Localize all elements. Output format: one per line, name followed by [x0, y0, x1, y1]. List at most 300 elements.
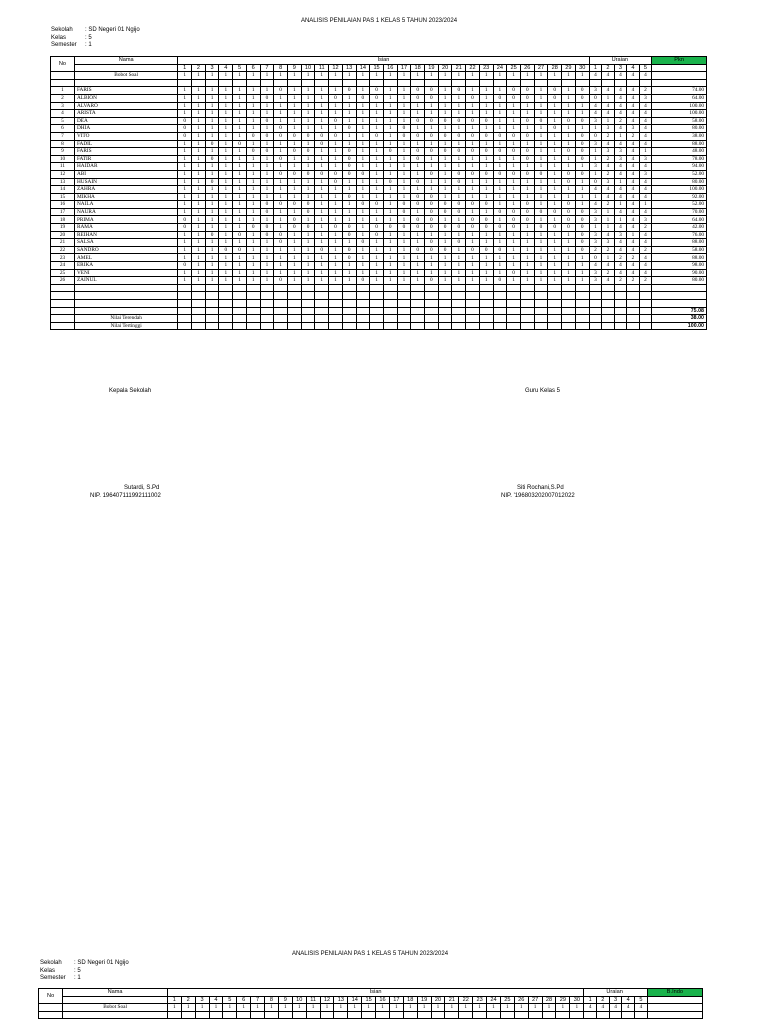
isian-answer: 1: [329, 239, 343, 247]
blank-cell: [627, 300, 640, 308]
uraian-score: 3: [614, 155, 627, 163]
isian-answer: 0: [315, 170, 329, 178]
isian-answer: 1: [342, 94, 356, 102]
bobot-value: 1: [425, 72, 439, 80]
bobot-value: 1: [438, 72, 452, 80]
blank-cell: [356, 322, 370, 330]
isian-answer: 1: [534, 178, 548, 186]
isian-answer: 1: [534, 102, 548, 110]
isian-answer: 1: [219, 87, 233, 95]
blank-cell: [320, 1011, 334, 1019]
uraian-score: 2: [639, 277, 652, 285]
isian-answer: 0: [287, 201, 301, 209]
table-row: [51, 216, 707, 224]
isian-answer: 0: [178, 216, 192, 224]
blank-cell: [493, 315, 507, 323]
isian-answer: 0: [383, 224, 397, 232]
isian-answer: 1: [219, 239, 233, 247]
isian-answer: 1: [178, 193, 192, 201]
blank-cell: [192, 79, 206, 87]
blank-cell: [383, 292, 397, 300]
isian-answer: 1: [548, 155, 562, 163]
blank-cell: [627, 79, 640, 87]
bobot-value: 1: [348, 1004, 362, 1012]
isian-answer: 1: [192, 239, 206, 247]
meta-value: : 5: [85, 34, 92, 41]
isian-answer: 1: [507, 201, 521, 209]
isian-answer: 1: [397, 140, 411, 148]
isian-answer: 1: [411, 277, 425, 285]
bobot-value: 1: [376, 1004, 390, 1012]
isian-answer: 1: [301, 277, 315, 285]
uraian-score: 3: [589, 277, 602, 285]
isian-answer: 1: [178, 87, 192, 95]
isian-answer: 0: [520, 170, 534, 178]
isian-answer: 0: [438, 117, 452, 125]
uraian-score: 3: [627, 125, 640, 133]
blank-cell: [315, 322, 329, 330]
isian-answer: 1: [466, 125, 480, 133]
question-number: 11: [306, 996, 320, 1004]
isian-answer: 1: [233, 163, 247, 171]
isian-answer: 1: [356, 148, 370, 156]
isian-answer: 1: [575, 110, 589, 118]
blank-cell: [627, 284, 640, 292]
isian-answer: 1: [452, 246, 466, 254]
isian-answer: 0: [438, 132, 452, 140]
uraian-score: 4: [602, 231, 615, 239]
isian-answer: 1: [329, 186, 343, 194]
uraian-score: 4: [627, 87, 640, 95]
blank-cell: [589, 284, 602, 292]
isian-answer: 0: [356, 94, 370, 102]
blank-cell: [370, 284, 384, 292]
question-number: 19: [425, 64, 439, 72]
bobot-value: 4: [627, 72, 640, 80]
isian-answer: 0: [233, 231, 247, 239]
isian-answer: 0: [466, 170, 480, 178]
table-row: [51, 254, 707, 262]
student-score: 100.00: [652, 102, 707, 110]
isian-answer: 1: [178, 148, 192, 156]
isian-answer: 1: [192, 254, 206, 262]
isian-answer: 1: [192, 155, 206, 163]
bobot-value: 1: [534, 72, 548, 80]
blank-cell: [51, 79, 75, 87]
isian-answer: 1: [287, 193, 301, 201]
isian-answer: 0: [548, 125, 562, 133]
isian-answer: 1: [287, 186, 301, 194]
isian-answer: 1: [479, 163, 493, 171]
isian-answer: 0: [479, 201, 493, 209]
isian-answer: 1: [219, 262, 233, 270]
isian-answer: 1: [246, 178, 260, 186]
blank-cell: [438, 300, 452, 308]
teacher-role: Guru Kelas 5: [525, 388, 561, 394]
isian-answer: 1: [192, 216, 206, 224]
question-number: 26: [514, 996, 528, 1004]
isian-answer: 1: [493, 193, 507, 201]
blank-cell: [39, 1011, 63, 1019]
isian-answer: 1: [219, 208, 233, 216]
isian-answer: 1: [452, 155, 466, 163]
isian-answer: 1: [356, 193, 370, 201]
blank-cell: [315, 300, 329, 308]
bobot-value: 1: [411, 72, 425, 80]
uraian-score: 4: [602, 262, 615, 270]
isian-answer: 0: [425, 94, 439, 102]
isian-answer: 1: [233, 132, 247, 140]
isian-answer: 1: [575, 193, 589, 201]
isian-answer: 0: [342, 125, 356, 133]
isian-answer: 0: [438, 148, 452, 156]
bobot-value: 1: [542, 1004, 556, 1012]
isian-answer: 1: [507, 246, 521, 254]
blank-cell: [548, 79, 562, 87]
isian-answer: 0: [260, 117, 274, 125]
question-number: 21: [452, 64, 466, 72]
isian-answer: 1: [178, 163, 192, 171]
student-name: RAMA: [74, 224, 177, 232]
blank-cell: [362, 1011, 376, 1019]
isian-answer: 0: [205, 178, 219, 186]
blank-cell: [274, 292, 288, 300]
student-no: 12: [51, 170, 75, 178]
isian-answer: 1: [260, 262, 274, 270]
student-name: VITO: [74, 132, 177, 140]
bobot-value: 1: [209, 1004, 223, 1012]
student-name: FATIR: [74, 155, 177, 163]
student-score: 58.00: [652, 117, 707, 125]
blank-cell: [370, 315, 384, 323]
summary-value: 38.00: [652, 315, 707, 323]
student-no: 13: [51, 178, 75, 186]
isian-answer: 1: [452, 262, 466, 270]
isian-answer: 1: [342, 269, 356, 277]
blank-cell: [520, 284, 534, 292]
blank-cell: [233, 307, 247, 315]
isian-answer: 0: [342, 246, 356, 254]
isian-answer: 1: [534, 231, 548, 239]
isian-answer: 1: [260, 102, 274, 110]
isian-answer: 1: [438, 110, 452, 118]
isian-answer: 1: [438, 87, 452, 95]
isian-answer: 1: [301, 110, 315, 118]
isian-answer: 1: [466, 231, 480, 239]
isian-answer: 0: [329, 178, 343, 186]
isian-answer: 0: [411, 148, 425, 156]
uraian-score: 4: [627, 186, 640, 194]
isian-answer: 1: [479, 125, 493, 133]
isian-answer: 0: [274, 231, 288, 239]
blank-cell: [627, 292, 640, 300]
blank-cell: [507, 307, 521, 315]
isian-answer: 1: [246, 140, 260, 148]
isian-answer: 0: [397, 208, 411, 216]
blank-cell: [383, 79, 397, 87]
isian-answer: 1: [438, 125, 452, 133]
isian-answer: 1: [219, 132, 233, 140]
uraian-score: 3: [639, 170, 652, 178]
isian-answer: 1: [205, 277, 219, 285]
isian-answer: 0: [301, 148, 315, 156]
blank-cell: [301, 315, 315, 323]
isian-answer: 1: [301, 193, 315, 201]
isian-answer: 1: [411, 125, 425, 133]
isian-answer: 1: [370, 277, 384, 285]
isian-answer: 1: [397, 102, 411, 110]
isian-answer: 0: [452, 178, 466, 186]
blank-cell: [438, 315, 452, 323]
isian-answer: 1: [466, 254, 480, 262]
student-no: 26: [51, 277, 75, 285]
score-table-2: [38, 988, 703, 1019]
isian-answer: 0: [479, 216, 493, 224]
student-name: DHIA: [74, 125, 177, 133]
blank-cell: [383, 315, 397, 323]
isian-answer: 1: [507, 110, 521, 118]
isian-answer: 0: [274, 132, 288, 140]
isian-answer: 1: [383, 208, 397, 216]
isian-answer: 1: [219, 140, 233, 148]
uraian-score: 4: [639, 102, 652, 110]
blank-cell: [265, 1011, 279, 1019]
isian-answer: 0: [178, 117, 192, 125]
isian-answer: 1: [356, 117, 370, 125]
isian-answer: 1: [575, 269, 589, 277]
isian-answer: 1: [438, 102, 452, 110]
bobot-value: 1: [219, 72, 233, 80]
blank-cell: [575, 284, 589, 292]
isian-answer: 1: [520, 140, 534, 148]
isian-answer: 1: [479, 239, 493, 247]
isian-answer: 1: [205, 246, 219, 254]
uraian-score: 4: [627, 102, 640, 110]
question-number: 4: [209, 996, 223, 1004]
isian-answer: 0: [246, 148, 260, 156]
isian-answer: 1: [287, 117, 301, 125]
bobot-value: 1: [278, 1004, 292, 1012]
isian-answer: 1: [287, 110, 301, 118]
isian-answer: 1: [534, 201, 548, 209]
isian-answer: 0: [411, 155, 425, 163]
blank-cell: [452, 322, 466, 330]
blank-cell: [652, 284, 707, 292]
isian-answer: 1: [383, 269, 397, 277]
table-row: [51, 208, 707, 216]
blank-cell: [431, 1011, 445, 1019]
isian-answer: 1: [301, 269, 315, 277]
isian-answer: 0: [479, 117, 493, 125]
blank-cell: [452, 315, 466, 323]
blank-cell: [342, 315, 356, 323]
isian-answer: 0: [548, 94, 562, 102]
isian-answer: 1: [548, 216, 562, 224]
meta-line: [40, 975, 129, 983]
blank-cell: [602, 307, 615, 315]
uraian-score: 1: [614, 201, 627, 209]
blank-cell: [627, 315, 640, 323]
blank-cell: [195, 1011, 209, 1019]
isian-answer: 1: [315, 186, 329, 194]
blank-cell: [342, 284, 356, 292]
isian-answer: 0: [520, 148, 534, 156]
isian-answer: 1: [548, 269, 562, 277]
isian-answer: 0: [260, 132, 274, 140]
question-number: 18: [403, 996, 417, 1004]
student-no: 25: [51, 269, 75, 277]
isian-answer: 1: [452, 163, 466, 171]
isian-answer: 0: [233, 246, 247, 254]
summary-label: [74, 307, 177, 315]
blank-cell: [589, 300, 602, 308]
blank-cell: [178, 79, 192, 87]
uraian-score: 4: [614, 110, 627, 118]
isian-answer: 1: [425, 254, 439, 262]
isian-answer: 1: [397, 262, 411, 270]
isian-answer: 0: [425, 87, 439, 95]
isian-answer: 0: [575, 87, 589, 95]
question-number: 1: [589, 64, 602, 72]
isian-answer: 1: [342, 277, 356, 285]
isian-answer: 1: [562, 254, 576, 262]
isian-answer: 1: [562, 125, 576, 133]
blank-cell: [301, 292, 315, 300]
student-no: 20: [51, 231, 75, 239]
bobot-value: 1: [205, 72, 219, 80]
principal-role: Kepala Sekolah: [109, 388, 152, 394]
isian-answer: 1: [466, 155, 480, 163]
isian-answer: 1: [356, 216, 370, 224]
school-info-2: [40, 960, 129, 983]
isian-answer: 1: [493, 201, 507, 209]
student-score: 100.00: [652, 110, 707, 118]
isian-answer: 1: [493, 87, 507, 95]
uraian-score: 1: [589, 155, 602, 163]
isian-answer: 0: [219, 246, 233, 254]
blank-cell: [74, 300, 177, 308]
isian-answer: 1: [520, 269, 534, 277]
bobot-label: Bobot Soal: [74, 72, 177, 80]
isian-answer: 0: [356, 170, 370, 178]
isian-answer: 0: [452, 148, 466, 156]
question-number: 28: [542, 996, 556, 1004]
bobot-value: 1: [452, 72, 466, 80]
blank-cell: [534, 307, 548, 315]
isian-answer: 0: [315, 132, 329, 140]
blank-cell: [627, 322, 640, 330]
isian-answer: 1: [233, 254, 247, 262]
isian-answer: 1: [178, 102, 192, 110]
isian-answer: 1: [342, 110, 356, 118]
bobot-value: 1: [500, 1004, 514, 1012]
uraian-score: 3: [614, 148, 627, 156]
question-number: 20: [431, 996, 445, 1004]
isian-answer: 1: [383, 117, 397, 125]
meta-key: Semester: [51, 42, 77, 49]
isian-answer: 1: [287, 246, 301, 254]
blank-cell: [614, 307, 627, 315]
isian-answer: 1: [287, 208, 301, 216]
isian-answer: 1: [315, 201, 329, 209]
blank-cell: [411, 315, 425, 323]
blank-cell: [315, 315, 329, 323]
blank-cell: [397, 322, 411, 330]
uraian-score: 4: [639, 262, 652, 270]
uraian-score: 0: [589, 132, 602, 140]
student-name: SANDRO: [74, 246, 177, 254]
blank-cell: [507, 284, 521, 292]
page-title-2: ANALISIS PENILAIAN PAS 1 KELAS 5 TAHUN 2023/2024: [291, 951, 449, 957]
isian-answer: 0: [205, 231, 219, 239]
isian-answer: 1: [383, 163, 397, 171]
isian-answer: 1: [219, 178, 233, 186]
isian-answer: 1: [452, 94, 466, 102]
student-no: 17: [51, 208, 75, 216]
blank-cell: [411, 292, 425, 300]
bobot-value: 1: [260, 72, 274, 80]
isian-answer: 1: [356, 186, 370, 194]
isian-answer: 1: [534, 110, 548, 118]
isian-answer: 1: [493, 178, 507, 186]
uraian-score: 4: [639, 163, 652, 171]
uraian-score: 2: [639, 224, 652, 232]
isian-answer: 0: [370, 132, 384, 140]
blank-cell: [287, 292, 301, 300]
isian-answer: 1: [356, 208, 370, 216]
isian-answer: 1: [411, 254, 425, 262]
isian-answer: 1: [205, 94, 219, 102]
blank-cell: [647, 996, 702, 1004]
isian-answer: 1: [315, 163, 329, 171]
blank-cell: [167, 1011, 181, 1019]
isian-answer: 1: [507, 125, 521, 133]
isian-answer: 1: [356, 102, 370, 110]
student-score: 38.00: [652, 132, 707, 140]
isian-answer: 1: [425, 155, 439, 163]
bobot-value: 1: [493, 72, 507, 80]
isian-answer: 1: [205, 186, 219, 194]
isian-answer: 1: [548, 277, 562, 285]
isian-answer: 1: [301, 102, 315, 110]
isian-answer: 1: [520, 277, 534, 285]
header-subject: Pkn: [652, 57, 707, 65]
blank-cell: [397, 307, 411, 315]
blank-cell: [466, 292, 480, 300]
isian-answer: 0: [329, 94, 343, 102]
isian-answer: 0: [260, 201, 274, 209]
isian-answer: 0: [397, 132, 411, 140]
uraian-score: 4: [614, 140, 627, 148]
isian-answer: 1: [192, 148, 206, 156]
blank-cell: [219, 300, 233, 308]
question-number: 22: [459, 996, 473, 1004]
uraian-score: 1: [589, 224, 602, 232]
isian-answer: 1: [548, 102, 562, 110]
isian-answer: 0: [493, 94, 507, 102]
isian-answer: 1: [425, 178, 439, 186]
header-isian: Isian: [167, 989, 583, 997]
blank-cell: [602, 322, 615, 330]
blank-cell: [370, 307, 384, 315]
isian-answer: 1: [205, 117, 219, 125]
isian-answer: 1: [383, 87, 397, 95]
blank-cell: [342, 300, 356, 308]
isian-answer: 1: [370, 163, 384, 171]
isian-answer: 1: [411, 208, 425, 216]
isian-answer: 1: [479, 94, 493, 102]
isian-answer: 1: [301, 125, 315, 133]
